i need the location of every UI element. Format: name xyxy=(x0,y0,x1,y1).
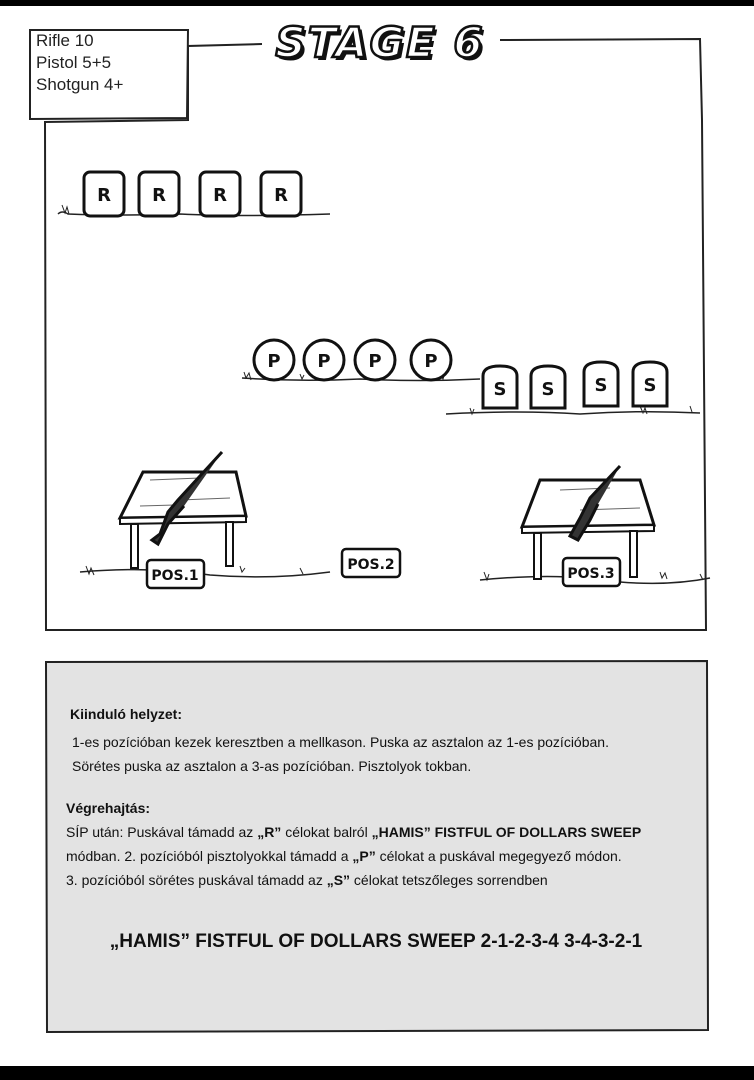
start-line-2: Sörétes puska az asztalon a 3-as pozícióban. Pisztolyok tokban. xyxy=(72,758,472,774)
execution-line-1: SÍP után: Puskával támadd az „R” célokat balról „HAMIS” FISTFUL OF DOLLARS SWEEP xyxy=(66,824,642,840)
shotgun-target-3 xyxy=(584,362,618,406)
sweep-sequence: „HAMIS” FISTFUL OF DOLLARS SWEEP 2-1-2-3-4 3-4-3-2-1 xyxy=(109,931,643,952)
execution-line-3: 3. pozícióból sörétes puskával támadd az „S” célokat tetszőleges sorrendben xyxy=(66,872,548,888)
bottom-border xyxy=(0,1066,754,1080)
svg-text:POS.1: POS.1 xyxy=(151,568,199,584)
ammo-pistol: Pistol 5+5 xyxy=(36,53,112,72)
table-pos1 xyxy=(80,472,330,577)
ammo-rifle: Rifle 10 xyxy=(36,31,94,50)
pistol-target-3 xyxy=(355,340,395,380)
ammo-box xyxy=(36,30,123,96)
pos1-sign xyxy=(147,560,204,588)
svg-text:R: R xyxy=(97,185,111,206)
svg-text:POS.3: POS.3 xyxy=(567,566,615,582)
svg-text:P: P xyxy=(267,351,281,372)
shotgun-target-2 xyxy=(531,366,565,408)
execution-heading: Végrehajtás: xyxy=(66,800,151,816)
svg-text:S: S xyxy=(541,379,555,400)
ammo-shotgun: Shotgun 4+ xyxy=(36,75,124,94)
pistol-target-4 xyxy=(411,340,451,380)
shotgun-target-4 xyxy=(633,362,667,406)
pos3-sign xyxy=(563,558,620,586)
svg-text:P: P xyxy=(368,351,382,372)
svg-text:S: S xyxy=(594,375,608,396)
rifle-target-4 xyxy=(261,172,301,216)
rifle-target-1 xyxy=(84,172,124,216)
rifle-target-3 xyxy=(200,172,240,216)
pos2-sign xyxy=(342,549,400,577)
start-heading: Kiinduló helyzet: xyxy=(70,706,182,722)
scene-frame xyxy=(44,39,706,630)
svg-text:P: P xyxy=(317,351,331,372)
svg-text:S: S xyxy=(643,375,657,396)
info-panel xyxy=(45,662,707,1028)
svg-text:R: R xyxy=(213,185,227,206)
svg-text:POS.2: POS.2 xyxy=(347,557,395,573)
svg-text:R: R xyxy=(152,185,166,206)
rifle-target-2 xyxy=(139,172,179,216)
pistol-target-2 xyxy=(304,340,344,380)
svg-text:P: P xyxy=(424,351,438,372)
stage-title: STAGE 6 xyxy=(275,18,485,67)
shotgun-target-1 xyxy=(483,366,517,408)
start-line-1: 1-es pozícióban kezek keresztben a mellkason. Puska az asztalon az 1-es pozícióban. xyxy=(72,734,609,750)
svg-text:R: R xyxy=(274,185,288,206)
pistol-target-1 xyxy=(254,340,294,380)
execution-line-2: módban. 2. pozícióból pisztolyokkal támadd a „P” célokat a puskával megegyező módon. xyxy=(66,848,622,864)
svg-text:S: S xyxy=(493,379,507,400)
